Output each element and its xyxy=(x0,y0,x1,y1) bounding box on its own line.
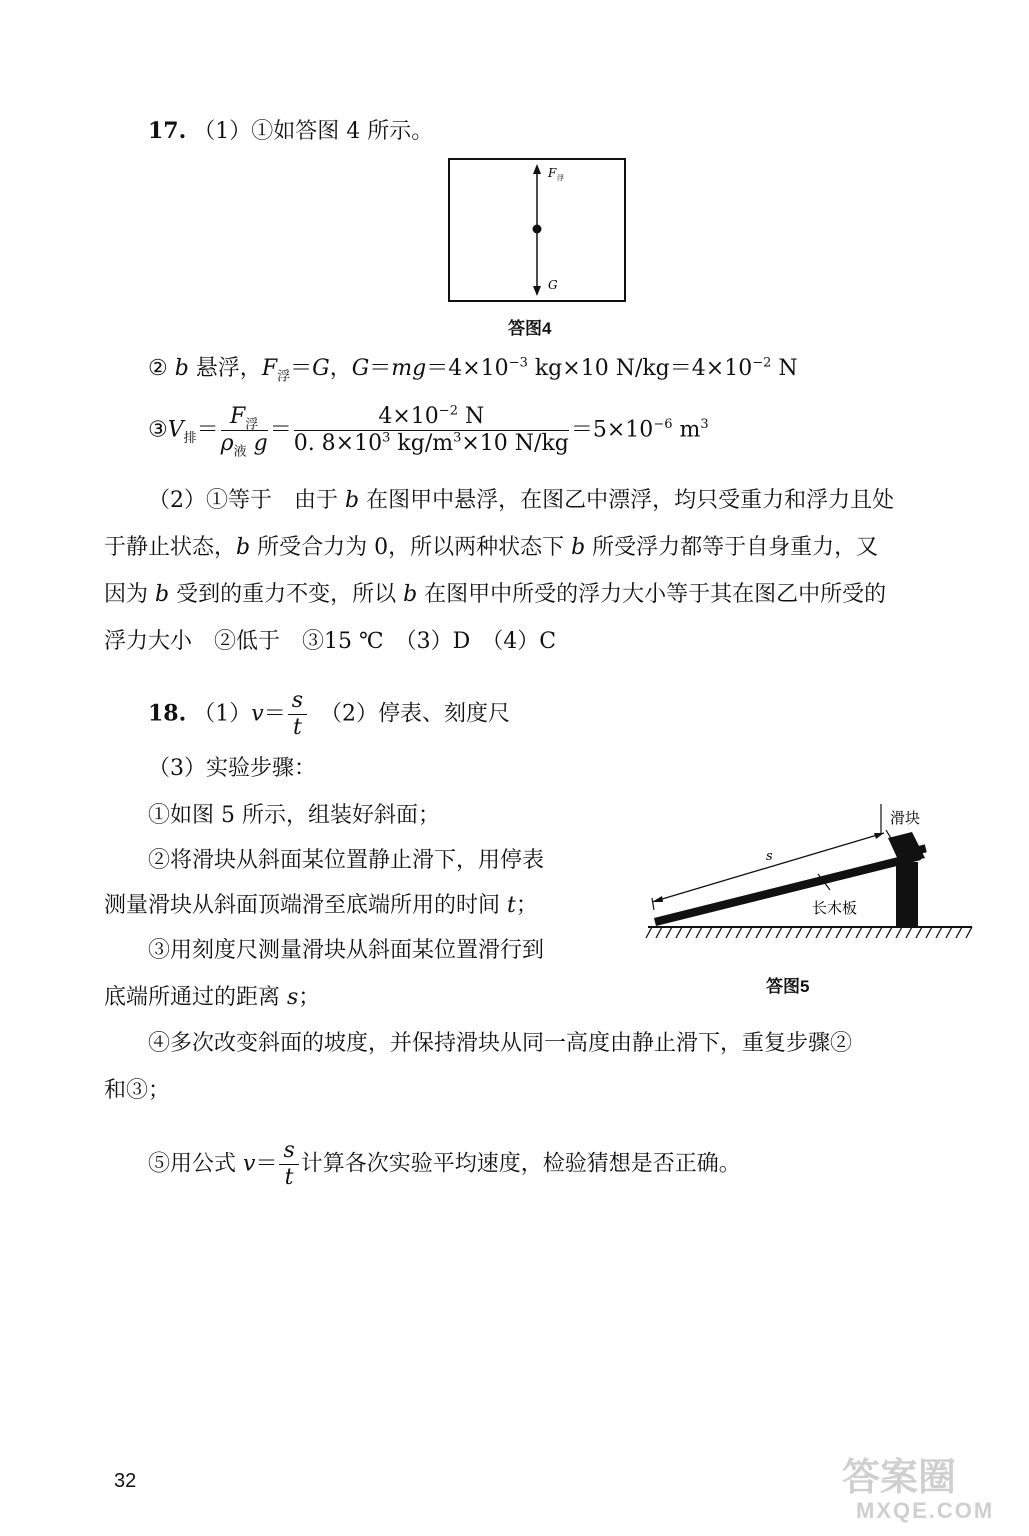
q18-step4a: ④多次改变斜面的坡度，并保持滑块从同一高度由静止滑下，重复步骤② xyxy=(148,1031,853,1056)
slider-label: 滑块 xyxy=(890,809,921,827)
q17-line1 xyxy=(148,116,433,147)
support-block xyxy=(896,862,918,927)
q17-p2-line2: 于静止状态，b 所受合力为 0，所以两种状态下 b 所受浮力都等于自身重力，又 xyxy=(104,535,879,560)
ground-hatch xyxy=(646,927,972,938)
watermark-url: MXQE.COM xyxy=(856,1498,995,1523)
arrow-down-icon xyxy=(533,286,541,296)
figure-4 xyxy=(448,158,626,302)
object-point xyxy=(533,225,542,234)
gravity-label: G xyxy=(548,278,558,292)
arrow-left-icon xyxy=(652,896,663,902)
fraction-2: $\frac{4\times 10^{-2} N}{0. 8\times 10^3 kg/m^3\times 10 N/kg}$ xyxy=(293,403,569,456)
q18-steps-title: （3）实验步骤： xyxy=(148,756,316,781)
q18-number: 18. xyxy=(148,700,187,727)
q18-step2b: 测量滑块从斜面顶端滑至底端所用的时间 t； xyxy=(104,893,538,918)
figure-4-caption: 答图4 xyxy=(508,319,552,338)
q17-line1-text: （1）①如答图 4 所示。 xyxy=(193,119,434,144)
fraction-v: $\frac{s}{t}$ xyxy=(288,688,307,741)
q18-step4b: 和③； xyxy=(104,1078,171,1103)
q18-step2a: ②将滑块从斜面某位置静止滑下，用停表 xyxy=(148,848,545,873)
q18-step3a: ③用刻度尺测量滑块从斜面某位置滑行到 xyxy=(148,938,545,963)
q18-step1: ①如图 5 所示，组装好斜面； xyxy=(148,803,440,828)
watermark-logo: 答案圈 xyxy=(842,1457,957,1499)
figure-5-caption: 答图5 xyxy=(766,977,810,996)
distance-label: s xyxy=(766,849,773,864)
q17-line3: $③V_排=$ $\frac{F_浮}{\rho_液 g}$ ＝ $\frac{4\times 10^{-2} N}{0. 8\times 10^3 kg/m^3\times 10 N/kg}$ $=5\times 10^{-6}$ $m^3$ xyxy=(148,403,709,460)
buoyancy-sub: 浮 xyxy=(557,174,564,182)
board-label: 长木板 xyxy=(812,899,858,917)
q18-step5: ⑤用公式 v＝ $\frac{s}{t}$ 计算各次实验平均速度，检验猜想是否正确。 xyxy=(148,1138,741,1190)
fraction-1: $\frac{F_浮}{\rho_液 g}$ xyxy=(220,404,268,460)
q17-p2-line3: 因为 b 受到的重力不变，所以 b 在图甲中所受的浮力大小等于其在图乙中所受的 xyxy=(104,582,887,607)
q17-number: 17. xyxy=(148,118,187,144)
arrow-up-icon xyxy=(533,164,541,174)
q17-line2: ② b 悬浮，$F_浮=G$，$G=mg=4\times 10^{-3}$ kg×10 $N/kg=4\times 10^{-2}$ N xyxy=(148,355,798,385)
q18-step3b: 底端所通过的距离 s； xyxy=(104,985,321,1010)
q17-p2-line1: （2）①等于 由于 b 在图甲中悬浮，在图乙中漂浮，均只受重力和浮力且处 xyxy=(148,488,895,513)
buoyancy-label: F xyxy=(548,166,557,180)
q17-p2-line4: 浮力大小 ②低于 ③15 ℃ （3）D （4）C xyxy=(104,629,557,654)
q18-line1: 18. （1）v＝ $\frac{s}{t}$ （2）停表、刻度尺 xyxy=(148,688,511,740)
page-number: 32 xyxy=(114,1470,137,1492)
arrow-right-icon xyxy=(874,833,884,839)
figure-5 xyxy=(640,800,980,950)
fraction-v-2: $\frac{s}{t}$ xyxy=(279,1138,298,1191)
